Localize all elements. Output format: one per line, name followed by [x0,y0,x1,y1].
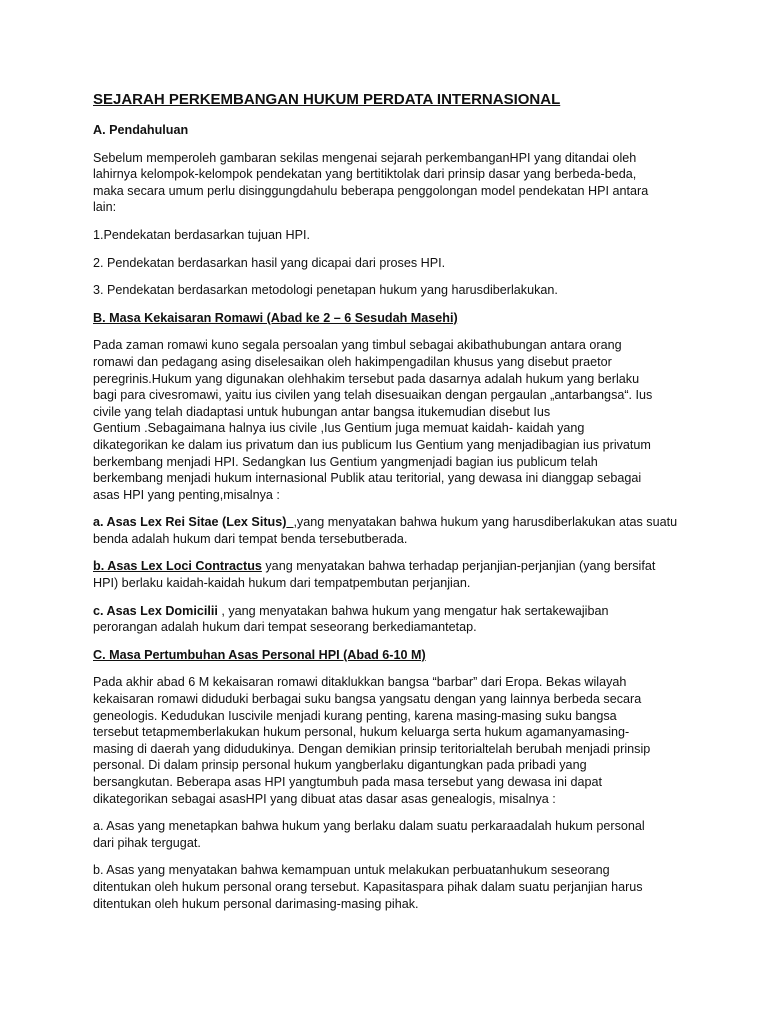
text-line: perorangan adalah hukum dari tempat seseorang berkediamantetap. [93,620,477,635]
text-line: dikategorikan sebagai asasHPI yang dibuat atas dasar asas genealogis, misalnya : [93,791,556,806]
text-line: romawi dan pedagang asing diselesaikan oleh hakimpengadilan khusus yang disebut praetor [93,354,612,369]
section-c-body [93,674,683,807]
text-line: lahirnya kelompok-kelompok pendekatan yang bertitiktolak dari prinsip dasar yang berbeda-beda, [93,167,637,182]
text-line: berkembang menjadi HPI. Sedangkan Ius Gentium yangmenjadi bagian ius publicum telah [93,454,598,469]
text-line: berkembang menjadi hukum internasional Publik atau teritorial, yang dewasa ini dianggap sebagai [93,471,642,486]
text-line: Gentium .Sebagaimana halnya ius civile ,Ius Gentium juga memuat kaidah- kaidah yang [93,421,585,436]
section-b-heading: B. Masa Kekaisaran Romawi (Abad ke 2 – 6 Sesudah Masehi) [93,310,458,325]
section-a-item-1: 1.Pendekatan berdasarkan tujuan HPI. [93,227,311,242]
text-line: benda adalah hukum dari tempat benda tersebutberada. [93,531,408,546]
text-line: lain: [93,200,117,215]
text-line: personal. Di dalam prinsip personal hukum yangberlaku digantungkan pada pribadi yang [93,758,587,773]
text-line [93,558,683,575]
text-line: dikategorikan ke dalam ius privatum dan ius publicum Ius Gentium yang menjadibagian ius privatum [93,437,651,452]
text-line: bersangkutan. Beberapa asas HPI yangtumbuh pada masa tersebut yang dewasa ini dapat [93,775,602,789]
section-b-body [93,337,683,503]
asas-text: ,yang menyatakan bahwa hukum yang harusdiberlakukan atas suatu [293,515,678,530]
section-a-intro [93,150,683,216]
text-line: maka secara umum perlu disinggungdahulu beberapa penggolongan model pendekatan HPI antara [93,183,649,198]
text-line: ditentukan oleh hukum personal darimasing-masing pihak. [93,896,419,911]
section-a-item-3: 3. Pendekatan berdasarkan metodologi penetapan hukum yang harusdiberlakukan. [93,283,558,298]
section-c-point-a [93,818,683,851]
document-page [93,90,683,923]
asas-lex-loci-contractus [93,558,683,591]
asas-text: , yang menyatakan bahwa hukum yang mengatur hak sertakewajiban [217,603,609,618]
text-line: bagi para civesromawi, yaitu ius civilen yang telah disesuaikan dengan pergaulan „antarbangsa“. Ius [93,388,653,403]
text-line: Pada akhir abad 6 M kekaisaran romawi ditaklukkan bangsa “barbar” dari Eropa. Bekas wilayah [93,675,627,690]
text-line: kekaisaran romawi diduduki berbagai suku bangsa yangsatu dengan yang lainnya berbeda secara [93,692,642,707]
section-c-point-b [93,862,683,912]
text-line: masing di daerah yang didudukinya. Dengan demikian prinsip teritorialtelah berubah menjadi prinsip [93,741,651,756]
text-line: dari pihak tergugat. [93,835,201,850]
section-a-heading: A. Pendahuluan [93,123,189,137]
text-line: HPI) berlaku kaidah-kaidah hukum dari tempatpembutan perjanjian. [93,576,471,591]
text-line: tersebut tetapmemberlakukan hukum personal, hukum keluarga serta hukum agamanyamasing- [93,725,630,740]
text-line: geneologis. Kedudukan Iuscivile menjadi kurang penting, karena masing-masing suku bangsa [93,708,617,723]
asas-lex-rei-sitae-title: a. Asas Lex Rei Sitae (Lex Situs) [93,515,287,530]
asas-lex-domicilii [93,603,683,636]
text-line: b. Asas yang menyatakan bahwa kemampuan untuk melakukan perbuatanhukum seseorang [93,863,610,878]
text-line: peregrinis.Hukum yang digunakan olehhakim tersebut pada dasarnya adalah hukum yang berlaku [93,371,640,386]
document-title: SEJARAH PERKEMBANGAN HUKUM PERDATA INTERNASIONAL [93,91,561,108]
text-line: asas HPI yang penting,misalnya : [93,487,280,502]
text-line: Sebelum memperoleh gambaran sekilas mengenai sejarah perkembanganHPI yang ditandai oleh [93,150,637,165]
section-a-item-2: 2. Pendekatan berdasarkan hasil yang dicapai dari proses HPI. [93,255,446,270]
section-c-heading: C. Masa Pertumbuhan Asas Personal HPI (Abad 6-10 M) [93,647,426,662]
text-line: a. Asas yang menetapkan bahwa hukum yang berlaku dalam suatu perkaraadalah hukum personal [93,819,645,834]
asas-lex-domicilii-title: c. Asas Lex Domicilii [93,603,218,618]
text-line [93,603,683,620]
text-line [93,514,683,531]
asas-lex-loci-contractus-title: b. Asas Lex Loci Contractus [93,559,262,574]
text-line: ditentukan oleh hukum personal orang tersebut. Kapasitaspara pihak dalam suatu perjanjian harus [93,879,643,894]
text-line: Pada zaman romawi kuno segala persoalan yang timbul sebagai akibathubungan antara orang [93,338,622,353]
text-line: civile yang telah diadaptasi untuk hubungan antar bangsa itukemudian disebut Ius [93,404,551,419]
asas-text: yang menyatakan bahwa terhadap perjanjian-perjanjian (yang bersifat [261,559,656,574]
asas-underscore: _ [286,515,294,530]
asas-lex-rei-sitae [93,514,683,547]
